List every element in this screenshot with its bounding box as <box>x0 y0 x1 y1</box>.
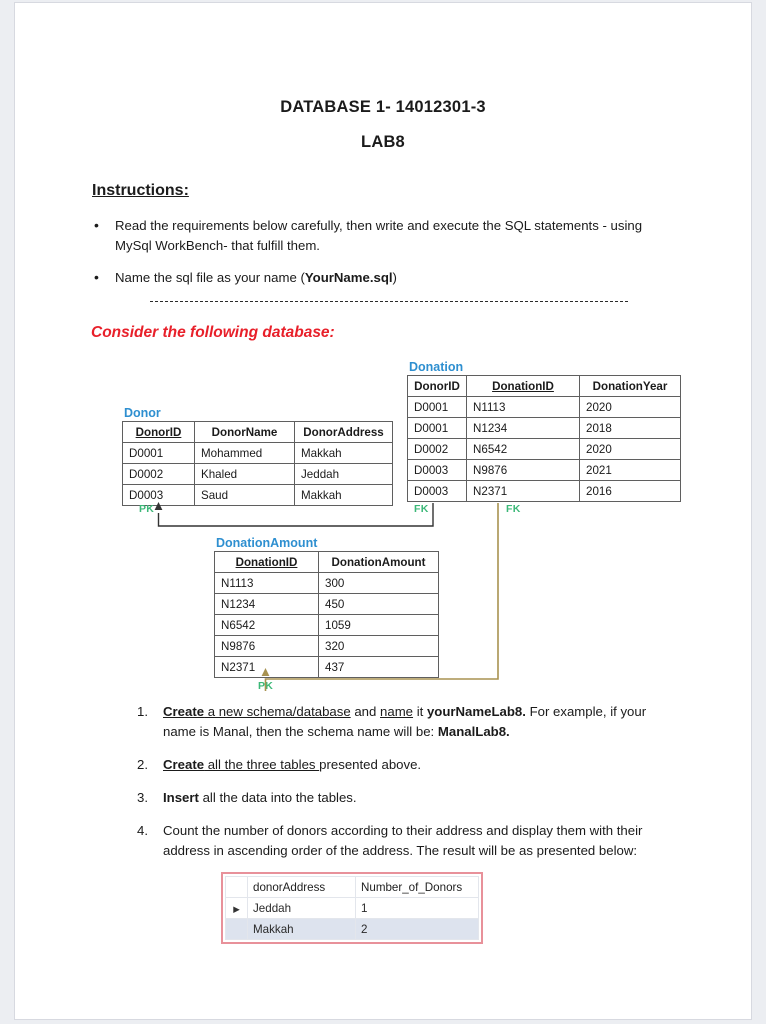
result-row <box>226 919 479 940</box>
result-grid-table <box>225 876 479 940</box>
table-header-row <box>408 376 681 397</box>
cell-donationamount: 320 <box>319 636 439 657</box>
cell-donationid: N1113 <box>215 573 319 594</box>
page-title-line1: DATABASE 1- 14012301-3 <box>280 98 486 116</box>
cell-donationyear: 2018 <box>580 418 681 439</box>
instruction-bullet-1 <box>115 216 656 256</box>
result-cell-count: 1 <box>356 898 479 919</box>
step1-and: and <box>350 704 381 719</box>
result-column-header-selector <box>226 877 248 898</box>
step2-tables-phrase: all the three tables <box>204 757 320 772</box>
connector-donation-to-donationamount <box>245 491 525 696</box>
result-row-selector[interactable] <box>226 898 248 919</box>
instructions-bullet-list <box>15 216 751 288</box>
cell-donorname: Saud <box>195 485 295 506</box>
table-row <box>123 464 393 485</box>
step4-text: Count the number of donors according to their address and display them with their address in ascending order of the address. The result will be as presented below: <box>163 823 643 858</box>
step2-rest: presented above. <box>319 757 422 772</box>
cell-donorid: D0001 <box>408 418 467 439</box>
result-cell-count: 2 <box>356 919 479 940</box>
er-table-donation <box>407 360 681 502</box>
section-divider <box>150 301 628 302</box>
cell-donationyear: 2016 <box>580 481 681 502</box>
cell-donorid: D0002 <box>408 439 467 460</box>
cell-donoraddress: Makkah <box>295 485 393 506</box>
result-cell-donoraddress: Makkah <box>248 919 356 940</box>
cell-donationyear: 2020 <box>580 397 681 418</box>
instructions-heading: Instructions: <box>92 182 189 199</box>
result-row-selector[interactable] <box>226 919 248 940</box>
cell-donoraddress: Makkah <box>295 443 393 464</box>
step1-example-name: ManalLab8. <box>437 724 510 739</box>
cell-donationyear: 2021 <box>580 460 681 481</box>
step1-schema-name: yourNameLab8. <box>426 704 526 719</box>
cell-donoraddress: Jeddah <box>295 464 393 485</box>
step2-create-keyword: Create <box>163 757 205 772</box>
cell-donationid: N1113 <box>467 397 580 418</box>
result-column-header-donoraddress: donorAddress <box>248 877 356 898</box>
column-header-donorid: DonorID <box>123 422 195 443</box>
cell-donorname: Khaled <box>195 464 295 485</box>
expected-result-grid <box>221 872 483 944</box>
instruction-bullet-2 <box>115 268 656 288</box>
er-table-donationamount-caption: DonationAmount <box>216 536 318 550</box>
cell-donationid: N9876 <box>215 636 319 657</box>
cell-donorid: D0001 <box>123 443 195 464</box>
cell-donationid: N1234 <box>215 594 319 615</box>
column-header-donoraddress: DonorAddress <box>295 422 393 443</box>
document-page <box>14 2 752 1020</box>
column-header-donorname: DonorName <box>195 422 295 443</box>
er-diagram <box>15 346 752 696</box>
table-row <box>123 443 393 464</box>
consider-database-heading: Consider the following database: <box>91 324 335 341</box>
cell-donationid: N9876 <box>467 460 580 481</box>
step1-it: it <box>413 704 427 719</box>
column-header-donationyear: DonationYear <box>580 376 681 397</box>
step3-rest: all the data into the tables. <box>198 790 357 805</box>
cell-donationamount: 437 <box>319 657 439 678</box>
requirement-step-2 <box>163 755 673 775</box>
requirements-steps-list <box>15 702 751 861</box>
cell-donorname: Mohammed <box>195 443 295 464</box>
step1-example-text: For example, if your name is Manal, then the schema name will be: <box>163 704 647 739</box>
cell-donationamount: 1059 <box>319 615 439 636</box>
cell-donationamount: 450 <box>319 594 439 615</box>
cell-donationyear: 2020 <box>580 439 681 460</box>
er-table-donor-caption: Donor <box>124 406 161 420</box>
cell-donationid: N2371 <box>467 481 580 502</box>
column-header-donationid: DonationID <box>467 376 580 397</box>
column-header-donationamount: DonationAmount <box>319 552 439 573</box>
table-row <box>408 418 681 439</box>
key-badge-donation-fk-left: FK <box>414 503 429 515</box>
er-table-donation-grid <box>407 375 681 502</box>
result-cell-donoraddress: Jeddah <box>248 898 356 919</box>
er-table-donation-caption: Donation <box>409 360 464 374</box>
table-row <box>408 397 681 418</box>
cell-donationid: N1234 <box>467 418 580 439</box>
cell-donationid: N6542 <box>467 439 580 460</box>
result-header-row <box>226 877 479 898</box>
requirement-step-4 <box>163 821 673 861</box>
step1-name-keyword: name <box>380 704 414 719</box>
step3-insert-keyword: Insert <box>163 790 199 805</box>
instruction-bullet-1-text: Read the requirements below carefully, then write and execute the SQL statements - using MySql WorkBench- that fulfill them. <box>115 218 643 253</box>
key-badge-donation-fk-right: FK <box>506 503 521 515</box>
page-title-line2: LAB8 <box>361 133 405 151</box>
cell-donorid: D0003 <box>123 485 195 506</box>
table-row <box>408 439 681 460</box>
result-column-header-number-of-donors: Number_of_Donors <box>356 877 479 898</box>
instruction-bullet-2-filename: YourName.sql <box>304 270 393 285</box>
requirement-step-3 <box>163 788 673 808</box>
cell-donationid: N6542 <box>215 615 319 636</box>
requirement-step-1 <box>163 702 673 742</box>
instruction-bullet-2-suffix: ) <box>392 270 397 285</box>
result-row <box>226 898 479 919</box>
column-header-donorid: DonorID <box>408 376 467 397</box>
table-row <box>408 460 681 481</box>
instruction-bullet-2-prefix: Name the sql file as your name ( <box>115 270 305 285</box>
column-header-donationid: DonationID <box>215 552 319 573</box>
cell-donorid: D0003 <box>408 481 467 502</box>
step1-schema-phrase: a new schema/database <box>204 704 351 719</box>
cell-donationid: N2371 <box>215 657 319 678</box>
step1-create-keyword: Create <box>163 704 205 719</box>
cell-donorid: D0002 <box>123 464 195 485</box>
cell-donationamount: 300 <box>319 573 439 594</box>
cell-donorid: D0003 <box>408 460 467 481</box>
table-header-row <box>123 422 393 443</box>
key-badge-donor-pk: PK <box>139 503 155 515</box>
key-badge-donationamount-pk: PK <box>258 680 274 692</box>
cell-donorid: D0001 <box>408 397 467 418</box>
row-selector-arrow-icon: ▶ <box>233 903 240 914</box>
